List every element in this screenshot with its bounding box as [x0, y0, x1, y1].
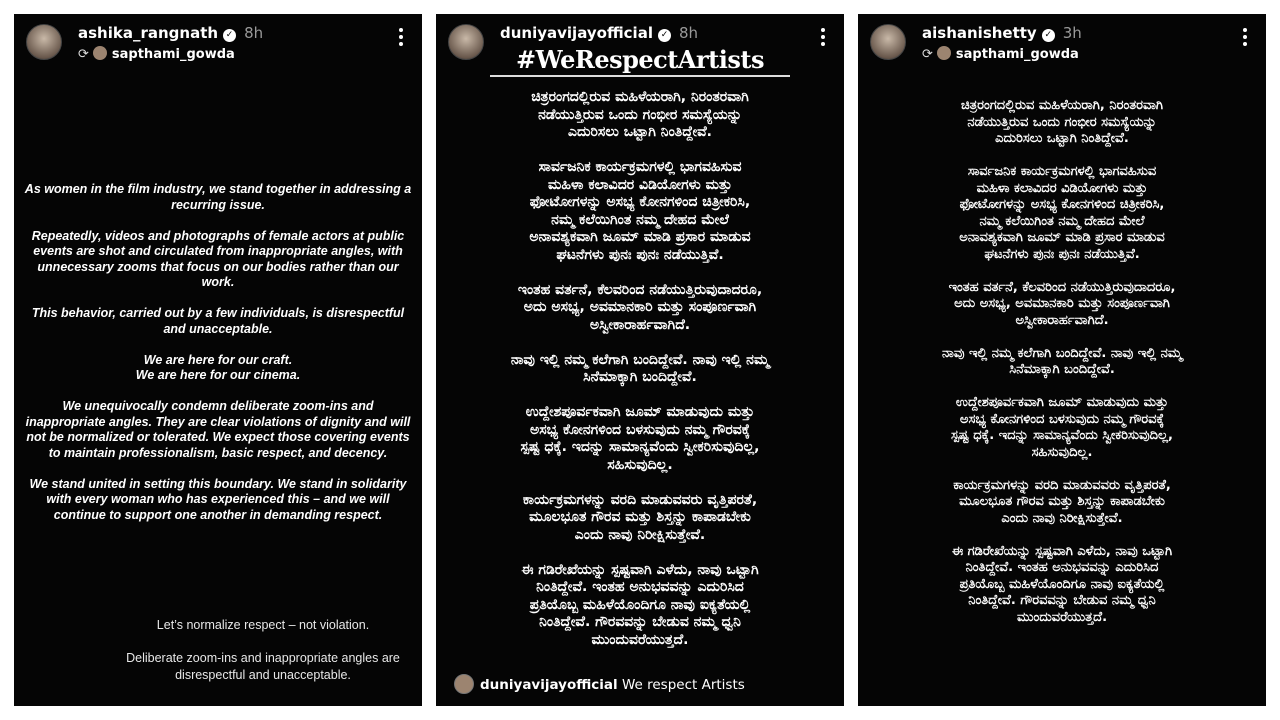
message-paragraph: ನಾವು ಇಲ್ಲಿ ನಮ್ಮ ಕಲೆಗಾಗಿ ಬಂದಿದ್ದೇವೆ. ನಾವು ಇಲ್ಲಿ ನಮ್ಮ ಸಿನೆಮಾಕ್ಕಾಗಿ ಬಂದಿದ್ದೇವೆ. — [510, 351, 770, 385]
message-paragraph: ಈ ಗಡಿರೇಖೆಯನ್ನು ಸ್ಪಷ್ಟವಾಗಿ ಎಳೆದು, ನಾವು ಒಟ್ಟಾಗಿ ನಿಂತಿದ್ದೇವೆ. ಇಂತಹ ಅನುಭವವನ್ನು ಎದುರಿಸಿದ ಪ್ರತಿಯೊಬ್ಬ ಮಹಿಳೆಯೊಂದಿಗೂ ನಾವು ಐಕ್ಯತೆಯಲ್ಲಿ ನಿಂತಿದ್ದೇವೆ. ಗೌರವವನ್ನು ಬೇಡುವ ನಮ್ಮ ಧ್ವನಿ ಮುಂದುವರೆಯುತ್ತದೆ. — [521, 561, 759, 648]
username[interactable]: ashika_rangnath — [78, 24, 219, 42]
message-paragraph: We stand united in setting this boundary. We stand in solidarity with every woman who has experienced this – and we will continue to support one another in demanding respect. — [29, 476, 407, 522]
message-paragraph: As women in the film industry, we stand together in addressing a recurring issue. — [24, 182, 412, 212]
kannada-message — [864, 98, 1260, 643]
message-paragraph: ಇಂತಹ ವರ್ತನೆ, ಕೆಲವರಿಂದ ನಡೆಯುತ್ತಿರುವುದಾದರೂ, ಅದು ಅಸಭ್ಯ, ಅವಮಾನಕಾರಿ ಮತ್ತು ಸಂಪೂರ್ಣವಾಗಿ ಅಸ್ವೀಕಾರಾರ್ಹವಾಗಿದೆ. — [948, 279, 1176, 328]
username[interactable]: aishanishetty — [922, 24, 1037, 42]
repost-icon: ⟳ — [78, 47, 89, 62]
verified-badge-icon: ✓ — [223, 29, 236, 42]
story-header — [448, 22, 832, 66]
verified-badge-icon: ✓ — [658, 29, 671, 42]
avatar[interactable] — [448, 24, 484, 60]
reposted-from-username[interactable]: sapthami_gowda — [111, 47, 235, 62]
story-ashika-rangnath — [14, 14, 422, 706]
timestamp: 8h — [244, 24, 264, 42]
message-paragraph: ಸಾರ್ವಜನಿಕ ಕಾರ್ಯಕ್ರಮಗಳಲ್ಲಿ ಭಾಗವಹಿಸುವ ಮಹಿಳಾ ಕಲಾವಿದರ ವಿಡಿಯೋಗಳು ಮತ್ತು ಫೋಟೋಗಳನ್ನು ಅಸಭ್ಯ ಕೋನಗಳಿಂದ ಚಿತ್ರೀಕರಿಸಿ, ನಮ್ಮ ಕಲೆಯಿಗಿಂತ ನಮ್ಮ ದೇಹದ ಮೇಲೆ ಅನಾವಶ್ಯಕವಾಗಿ ಜೂಮ್ ಮಾಡಿ ಪ್ರಸಾರ ಮಾಡುವ ಘಟನೆಗಳು ಪುನಃ ಪುನಃ ನಡೆಯುತ್ತಿವೆ. — [959, 164, 1165, 262]
message-paragraph: ಇಂತಹ ವರ್ತನೆ, ಕೆಲವರಿಂದ ನಡೆಯುತ್ತಿರುವುದಾದರೂ, ಅದು ಅಸಭ್ಯ, ಅವಮಾನಕಾರಿ ಮತ್ತು ಸಂಪೂರ್ಣವಾಗಿ ಅಸ್ವೀಕಾರಾರ್ಹವಾಗಿದೆ. — [517, 281, 763, 333]
footer-line-2: Deliberate zoom-ins and inappropriate angles are disrespectful and unacceptable. — [126, 651, 400, 682]
story-header — [26, 22, 410, 66]
verified-badge-icon: ✓ — [1042, 29, 1055, 42]
username[interactable]: duniyavijayofficial — [500, 24, 653, 42]
more-options-icon[interactable] — [396, 28, 406, 49]
message-paragraph: ಚಿತ್ರರಂಗದಲ್ಲಿರುವ ಮಹಿಳೆಯರಾಗಿ, ನಿರಂತರವಾಗಿ ನಡೆಯುತ್ತಿರುವ ಒಂದು ಗಂಭೀರ ಸಮಸ್ಯೆಯನ್ನು ಎದುರಿಸಲು ಒಟ್ಟಾಗಿ ನಿಂತಿದ್ದೇವೆ. — [960, 98, 1164, 146]
message-paragraph: ಕಾರ್ಯಕ್ರಮಗಳನ್ನು ವರದಿ ಮಾಡುವವರು ವೃತ್ತಿಪರತೆ, ಮೂಲಭೂತ ಗೌರವ ಮತ್ತು ಶಿಸ್ತನ್ನು ಕಾಪಾಡಬೇಕು ಎಂದು ನಾವು ನಿರೀಕ್ಷಿಸುತ್ತೇವೆ. — [953, 477, 1171, 526]
avatar[interactable] — [26, 24, 62, 60]
message-paragraph: ಕಾರ್ಯಕ್ರಮಗಳನ್ನು ವರದಿ ಮಾಡುವವರು ವೃತ್ತಿಪರತೆ, ಮೂಲಭೂತ ಗೌರವ ಮತ್ತು ಶಿಸ್ತನ್ನು ಕಾಪಾಡಬೇಕು ಎಂದು ನಾವು ನಿರೀಕ್ಷಿಸುತ್ತೇವೆ. — [522, 491, 758, 543]
hashtag-heading: #WeRespectArtists — [436, 46, 844, 77]
caption — [454, 674, 844, 696]
repost-avatar — [93, 46, 107, 60]
message-paragraph: ನಾವು ಇಲ್ಲಿ ನಮ್ಮ ಕಲೆಗಾಗಿ ಬಂದಿದ್ದೇವೆ. ನಾವು ಇಲ್ಲಿ ನಮ್ಮ ಸಿನೆಮಾಕ್ಕಾಗಿ ಬಂದಿದ್ದೇವೆ. — [942, 345, 1182, 377]
reposted-from-username[interactable]: sapthami_gowda — [955, 47, 1079, 62]
repost-avatar — [937, 46, 951, 60]
caption-text: We respect Artists — [621, 677, 745, 693]
kannada-message — [442, 89, 838, 667]
timestamp: 8h — [678, 24, 699, 42]
message-paragraph: This behavior, carried out by a few individuals, is disrespectful and unacceptable. — [31, 306, 405, 336]
message-paragraph: ಉದ್ದೇಶಪೂರ್ವಕವಾಗಿ ಜೂಮ್ ಮಾಡುವುದು ಮತ್ತು ಅಸಭ್ಯ ಕೋನಗಳಿಂದ ಬಳಸುವುದು ನಮ್ಮ ಗೌರವಕ್ಕೆ ಸ್ಪಷ್ಟ ಧಕ್ಕೆ. ಇದನ್ನು ಸಾಮಾನ್ಯವೆಂದು ಸ್ವೀಕರಿಸುವುದಿಲ್ಲ, ಸಹಿಸುವುದಿಲ್ಲ. — [951, 395, 1173, 460]
story-message — [22, 182, 414, 523]
story-duniyavijayofficial — [436, 14, 844, 706]
repost-icon: ⟳ — [922, 47, 933, 62]
timestamp: 3h — [1062, 24, 1082, 42]
footer-line-1: Let’s normalize respect – not violation. — [156, 618, 370, 632]
caption-username[interactable]: duniyavijayofficial — [480, 677, 618, 693]
caption-avatar — [454, 674, 474, 694]
message-paragraph: We are here for our craft. We are here for our cinema. — [135, 352, 301, 382]
message-paragraph: We unequivocally condemn deliberate zoom-ins and inappropriate angles. They are clear violations of dignity and will not be normalized or tolerated. We expect those covering events to maintain professionalism, basic respect, and decency. — [25, 399, 411, 460]
more-options-icon[interactable] — [1240, 28, 1250, 49]
more-options-icon[interactable] — [818, 28, 828, 49]
message-paragraph: ಚಿತ್ರರಂಗದಲ್ಲಿರುವ ಮಹಿಳೆಯರಾಗಿ, ನಿರಂತರವಾಗಿ ನಡೆಯುತ್ತಿರುವ ಒಂದು ಗಂಭೀರ ಸಮಸ್ಯೆಯನ್ನು ಎದುರಿಸಲು ಒಟ್ಟಾಗಿ ನಿಂತಿದ್ದೇವೆ. — [531, 89, 749, 140]
message-paragraph: ಉದ್ದೇಶಪೂರ್ವಕವಾಗಿ ಜೂಮ್ ಮಾಡುವುದು ಮತ್ತು ಅಸಭ್ಯ ಕೋನಗಳಿಂದ ಬಳಸುವುದು ನಮ್ಮ ಗೌರವಕ್ಕೆ ಸ್ಪಷ್ಟ ಧಕ್ಕೆ. ಇದನ್ನು ಸಾಮಾನ್ಯವೆಂದು ಸ್ವೀಕರಿಸುವುದಿಲ್ಲ, ಸಹಿಸುವುದಿಲ್ಲ. — [520, 404, 760, 473]
message-paragraph: ಈ ಗಡಿರೇಖೆಯನ್ನು ಸ್ಪಷ್ಟವಾಗಿ ಎಳೆದು, ನಾವು ಒಟ್ಟಾಗಿ ನಿಂತಿದ್ದೇವೆ. ಇಂತಹ ಅನುಭವವನ್ನು ಎದುರಿಸಿದ ಪ್ರತಿಯೊಬ್ಬ ಮಹಿಳೆಯೊಂದಿಗೂ ನಾವು ಐಕ್ಯತೆಯಲ್ಲಿ ನಿಂತಿದ್ದೇವೆ. ಗೌರವವನ್ನು ಬೇಡುವ ನಮ್ಮ ಧ್ವನಿ ಮುಂದುವರೆಯುತ್ತದೆ. — [951, 543, 1173, 625]
story-header — [870, 22, 1254, 66]
avatar[interactable] — [870, 24, 906, 60]
message-paragraph: Repeatedly, videos and photographs of female actors at public events are shot and circulated from inappropriate angles, with unnecessary zooms that focus on our bodies rather than our work. — [31, 228, 405, 289]
message-paragraph: ಸಾರ್ವಜನಿಕ ಕಾರ್ಯಕ್ರಮಗಳಲ್ಲಿ ಭಾಗವಹಿಸುವ ಮಹಿಳಾ ಕಲಾವಿದರ ವಿಡಿಯೋಗಳು ಮತ್ತು ಫೋಟೋಗಳನ್ನು ಅಸಭ್ಯ ಕೋನಗಳಿಂದ ಚಿತ್ರೀಕರಿಸಿ, ನಮ್ಮ ಕಲೆಯಿಗಿಂತ ನಮ್ಮ ದೇಹದ ಮೇಲೆ ಅನಾವಶ್ಯಕವಾಗಿ ಜೂಮ್ ಮಾಡಿ ಪ್ರಸಾರ ಮಾಡುವ ಘಟನೆಗಳು ಪುನಃ ಪುನಃ ನಡೆಯುತ್ತಿವೆ. — [529, 159, 751, 263]
story-aishanishetty — [858, 14, 1266, 706]
story-footer — [124, 617, 402, 684]
